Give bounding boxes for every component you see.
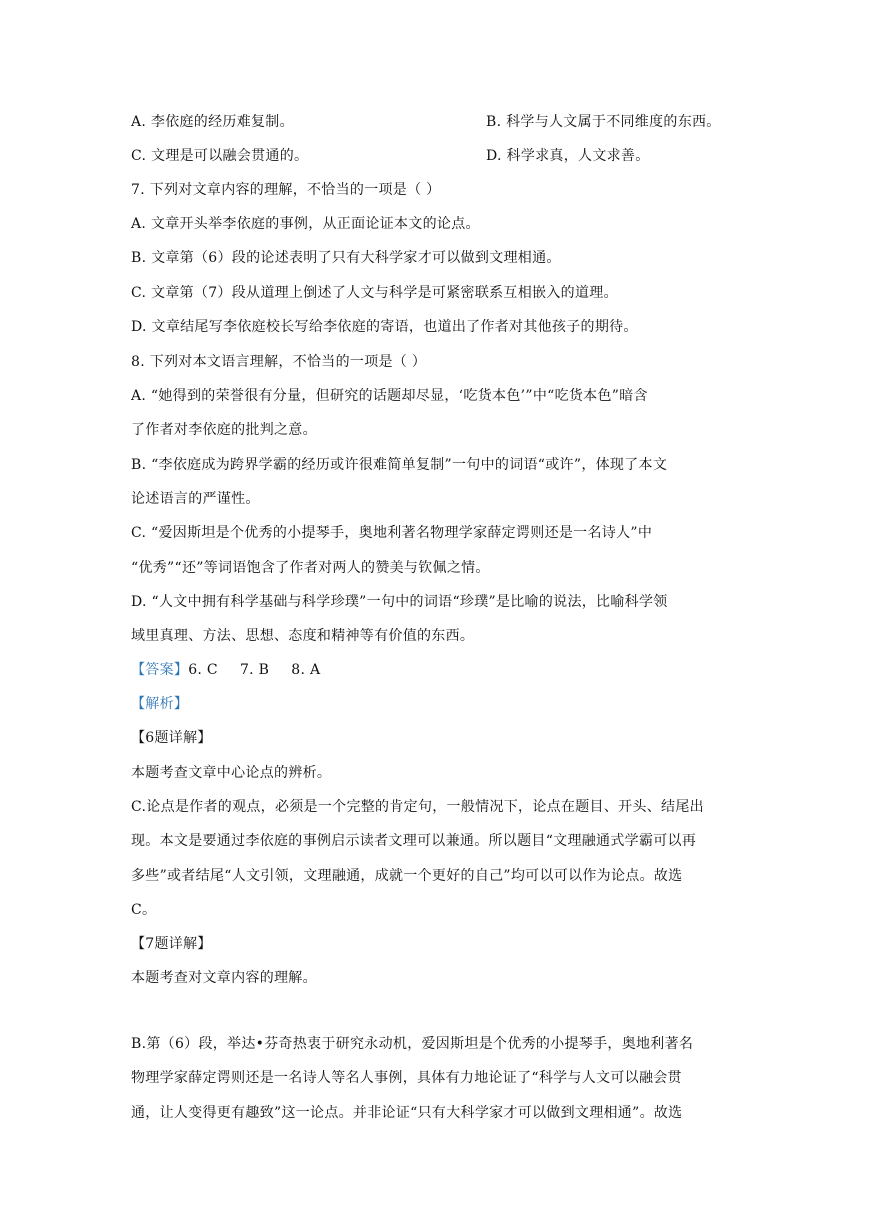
q7-detail-line1: B.第（6）段，举达•芬奇热衷于研究永动机，爱因斯坦是个优秀的小提琴手，奥地利著名 (131, 1036, 694, 1052)
q8-option-b-line1: B. “李依庭成为跨界学霸的经历或许很难简单复制”一句中的词语“或许”，体现了本文 (131, 457, 668, 473)
q8-option-d-line2: 域里真理、方法、思想、态度和精神等有价值的东西。 (131, 628, 475, 644)
q8-option-a-line2: 了作者对李依庭的批判之意。 (131, 422, 317, 438)
answer-line (131, 660, 320, 680)
analysis-label: 【解析】 (131, 696, 189, 712)
q7-option-a: A. 文章开头举李依庭的事例，从正面论证本文的论点。 (131, 216, 480, 232)
q6-option-b: B. 科学与人文属于不同维度的东西。 (486, 114, 721, 130)
q7-option-d: D. 文章结尾写李依庭校长写给李依庭的寄语，也道出了作者对其他孩子的期待。 (131, 319, 638, 335)
q6-detail-line3: 多些”或者结尾“人文引领，文理融通，成就一个更好的自己”均可以可以作为论点。故选 (131, 868, 683, 884)
q8-option-c-line2: “优秀”“还”等词语饱含了作者对两人的赞美与钦佩之情。 (131, 560, 490, 576)
q6-detail-intro: 本题考查文章中心论点的辨析。 (131, 765, 332, 781)
q7-option-b: B. 文章第（6）段的论述表明了只有大科学家才可以做到文理相通。 (131, 250, 561, 266)
q6-detail-line2: 现。本文是要通过李依庭的事例启示读者文理可以兼通。所以题目“文理融通式学霸可以再 (131, 833, 697, 849)
q6-detail-line1: C.论点是作者的观点，必须是一个完整的肯定句，一般情况下，论点在题目、开头、结尾出 (131, 799, 704, 815)
answer-label: 【答案】 (131, 662, 189, 678)
answer-6: 6. C (188, 662, 218, 678)
answer-8: 8. A (291, 662, 321, 678)
q8-option-a-line1: A. “她得到的荣誉很有分量，但研究的话题却尽显，‘吃货本色’”中“吃货本色”暗含 (131, 388, 648, 404)
q6-detail-heading: 【6题详解】 (131, 730, 212, 746)
q8-option-b-line2: 论述语言的严谨性。 (131, 491, 260, 507)
q8-option-c-line1: C. “爱因斯坦是个优秀的小提琴手，奥地利著名物理学家薛定谔则还是一名诗人”中 (131, 525, 653, 541)
answer-7: 7. B (239, 662, 270, 678)
q7-detail-intro: 本题考查对文章内容的理解。 (131, 970, 317, 986)
q6-option-c: C. 文理是可以融会贯通的。 (131, 148, 309, 164)
q8-option-d-line1: D. “人文中拥有科学基础与科学珍璞”一句中的词语“珍璞”是比喻的说法，比喻科学领 (131, 594, 668, 610)
q8-stem: 8. 下列对本文语言理解，不恰当的一项是（ ） (131, 354, 427, 370)
q6-option-d: D. 科学求真，人文求善。 (486, 148, 650, 164)
q7-detail-line3: 通，让人变得更有趣致”这一论点。并非论证“只有大科学家才可以做到文理相通”。故选 (131, 1105, 683, 1121)
q6-option-a: A. 李依庭的经历难复制。 (131, 114, 294, 130)
q6-detail-line4: C。 (131, 902, 157, 918)
q7-detail-line2: 物理学家薛定谔则还是一名诗人等名人事例，具体有力地论证了“科学与人文可以融会贯 (131, 1070, 682, 1086)
q7-detail-heading: 【7题详解】 (131, 936, 212, 952)
q7-option-c: C. 文章第（7）段从道理上倒述了人文与科学是可紧密联系互相嵌入的道理。 (131, 285, 618, 301)
q7-stem: 7. 下列对文章内容的理解，不恰当的一项是（ ） (131, 182, 441, 198)
